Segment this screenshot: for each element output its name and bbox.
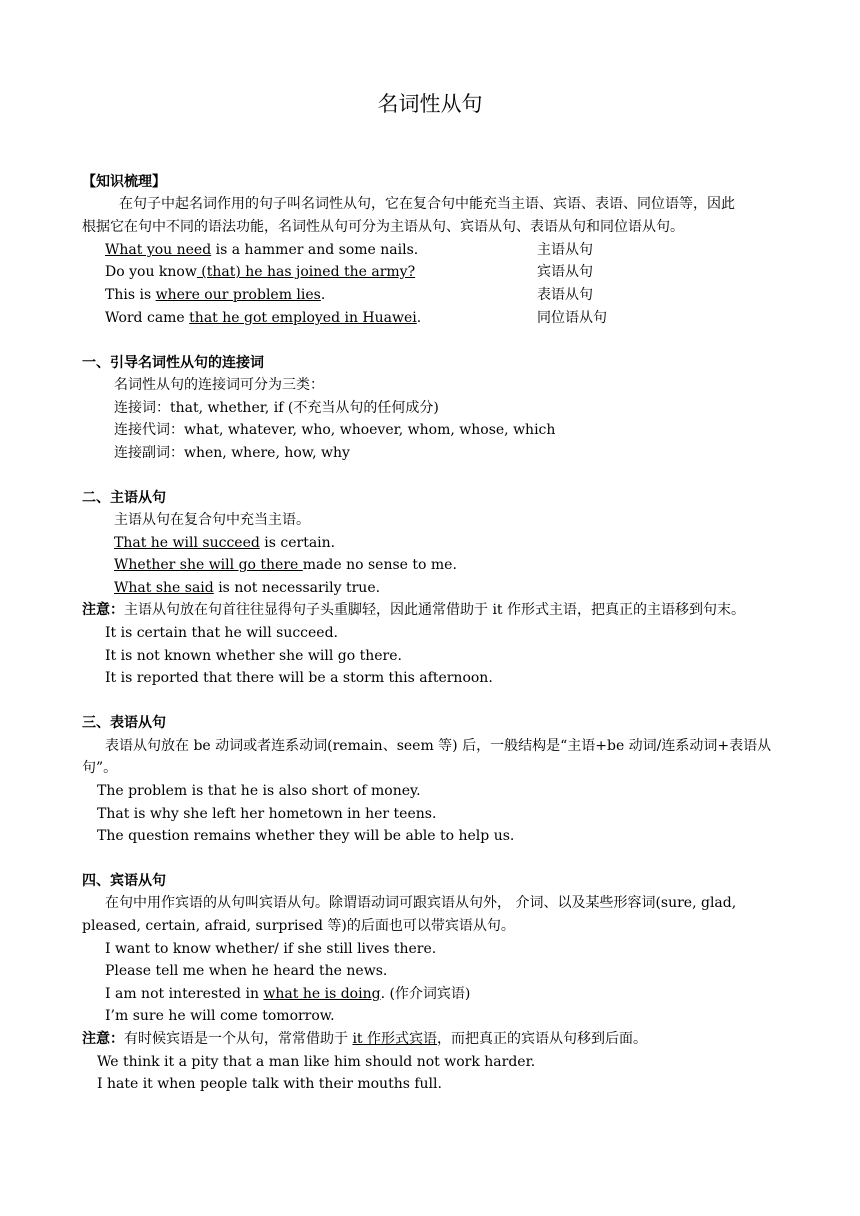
section-1-line-2: 连接词：that, whether, if (不充当从句的任何成分)	[114, 400, 439, 416]
section-2-example-1: That he will succeed is certain.	[114, 535, 336, 551]
intro-example-1: What you need is a hammer and some nails.	[105, 242, 419, 258]
intro-example-4-type: 同位语从句	[537, 310, 607, 326]
section-1-line-1: 名词性从句的连接词可分为三类：	[114, 377, 324, 393]
section-2-description: 主语从句在复合句中充当主语。	[114, 512, 310, 528]
intro-example-3-type: 表语从句	[537, 287, 593, 303]
section-2-note: 注意：主语从句放在句首往往显得句子头重脚轻，因此通常借助于 it 作形式主语，把真正的主语移到句末。	[82, 602, 746, 618]
section-4-heading: 四、宾语从句	[82, 873, 166, 889]
section-2-heading: 二、主语从句	[82, 490, 166, 506]
section-1-line-4: 连接副词：when, where, how, why	[114, 445, 350, 461]
section-4-example-1: I want to know whether/ if she still lives there.	[105, 941, 437, 957]
section-2-note-example-2: It is not known whether she will go there.	[105, 648, 402, 664]
section-3-description-line-2: 句”。	[82, 760, 118, 776]
intro-example-4: Word came that he got employed in Huawei.	[105, 310, 422, 326]
section-4-example-3: I am not interested in what he is doing. (作介词宾语)	[105, 986, 471, 1002]
section-3-example-3: The question remains whether they will be able to help us.	[97, 828, 515, 844]
intro-paragraph-line-2: 根据它在句中不同的语法功能，名词性从句可分为主语从句、宾语从句、表语从句和同位语从句。	[82, 219, 684, 235]
section-2-note-example-3: It is reported that there will be a storm this afternoon.	[105, 670, 493, 686]
section-3-description-line-1: 表语从句放在 be 动词或者连系动词(remain、seem 等) 后，一般结构是“主语+be 动词/连系动词+表语从	[105, 738, 772, 754]
intro-example-1-type: 主语从句	[537, 242, 593, 258]
section-1-line-3: 连接代词：what, whatever, who, whoever, whom, whose, which	[114, 422, 556, 438]
section-3-example-2: That is why she left her hometown in her teens.	[97, 806, 437, 822]
intro-paragraph-line-1: 在句子中起名词作用的句子叫名词性从句，它在复合句中能充当主语、宾语、表语、同位语等，因此	[119, 196, 735, 212]
page-title: 名词性从句	[377, 92, 483, 116]
section-2-example-3: What she said is not necessarily true.	[114, 580, 381, 596]
intro-heading: 【知识梳理】	[82, 174, 166, 190]
section-3-example-1: The problem is that he is also short of money.	[97, 783, 421, 799]
section-4-description-line-1: 在句中用作宾语的从句叫宾语从句。除谓语动词可跟宾语从句外， 介词、以及某些形容词(sure, glad,	[105, 895, 737, 911]
section-4-note: 注意：有时候宾语是一个从句，常常借助于 it 作形式宾语，而把真正的宾语从句移到后面。	[82, 1031, 648, 1047]
section-4-note-example-2: I hate it when people talk with their mouths full.	[97, 1076, 442, 1092]
section-1-heading: 一、引导名词性从句的连接词	[82, 355, 264, 371]
intro-example-2-type: 宾语从句	[537, 264, 593, 280]
section-4-note-example-1: We think it a pity that a man like him should not work harder.	[97, 1054, 536, 1070]
section-2-note-example-1: It is certain that he will succeed.	[105, 625, 339, 641]
intro-example-3: This is where our problem lies.	[105, 287, 326, 303]
section-4-description-line-2: pleased, certain, afraid, surprised 等)的后面也可以带宾语从句。	[82, 918, 515, 934]
section-3-heading: 三、表语从句	[82, 715, 166, 731]
section-4-example-2: Please tell me when he heard the news.	[105, 963, 388, 979]
section-4-example-4: I’m sure he will come tomorrow.	[105, 1008, 335, 1024]
intro-example-2: Do you know (that) he has joined the army?	[105, 264, 416, 280]
section-2-example-2: Whether she will go there made no sense to me.	[114, 557, 457, 573]
